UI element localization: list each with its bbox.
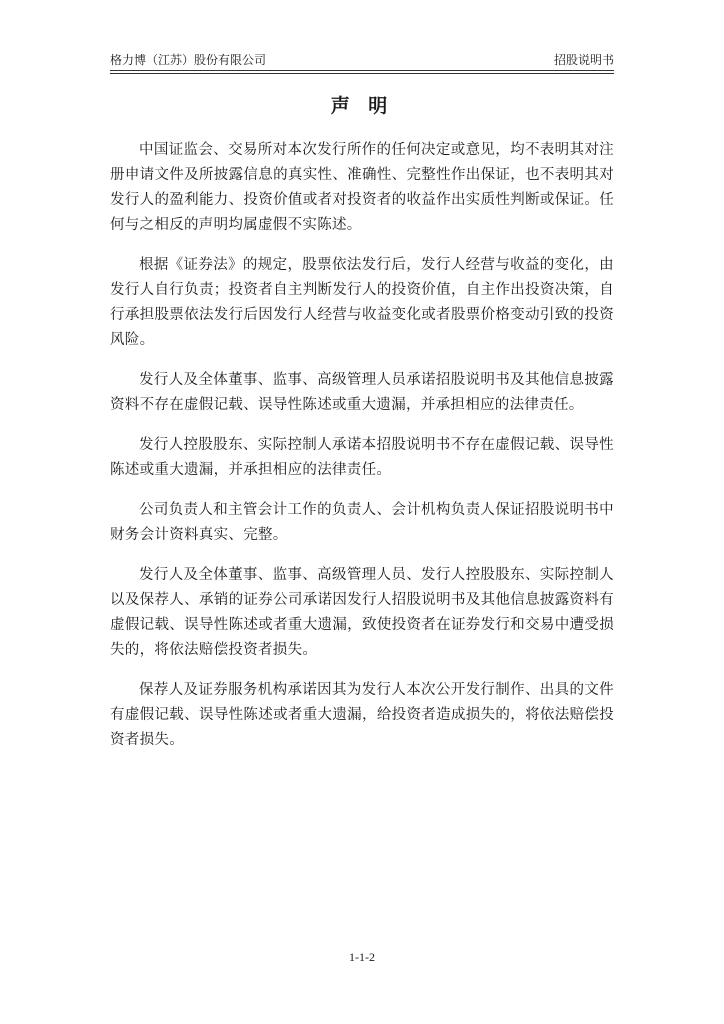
header-document-type: 招股说明书 [553,53,614,67]
paragraph-securities-law: 根据《证券法》的规定，股票依法发行后，发行人经营与收益的变化，由发行人自行负责；投资者自主判断发行人的投资价值，自主作出投资决策，自行承担股票依法发行后因发行人经营与收益变化或者股票价格变动引致的投资风险。 [110,257,614,348]
paragraph-controller-commitment: 发行人控股股东、实际控制人承诺本招股说明书不存在虚假记载、误导性陈述或重大遗漏，并承担相应的法律责任。 [110,437,614,478]
paragraph-board-commitment: 发行人及全体董事、监事、高级管理人员承诺招股说明书及其他信息披露资料不存在虚假记载、误导性陈述或重大遗漏，并承担相应的法律责任。 [110,372,614,413]
page-number: 1-1-2 [349,950,375,964]
paragraph-sponsor-commitment: 保荐人及证券服务机构承诺因其为发行人本次公开发行制作、出具的文件有虚假记载、误导性陈述或者重大遗漏，给投资者造成损失的，将依法赔偿投资者损失。 [110,682,614,748]
declaration-body [110,138,614,768]
page-title: 声 明 [330,95,394,117]
paragraph-regulator-disclaimer: 中国证监会、交易所对本次发行所作的任何决定或意见，均不表明其对注册申请文件及所披露信息的真实性、准确性、完整性作出保证，也不表明其对发行人的盈利能力、投资价值或者对投资者的收益作出实质性判断或保证。任何与之相反的声明均属虚假不实陈述。 [110,142,614,233]
paragraph-accounting-guarantee: 公司负责人和主管会计工作的负责人、会计机构负责人保证招股说明书中财务会计资料真实、完整。 [110,502,614,543]
paragraph-compensation-commitment: 发行人及全体董事、监事、高级管理人员、发行人控股股东、实际控制人以及保荐人、承销的证券公司承诺因发行人招股说明书及其他信息披露资料有虚假记载、误导性陈述或者重大遗漏，致使投资者在证券发行和交易中遭受损失的，将依法赔偿投资者损失。 [110,567,614,658]
page-header [110,50,614,70]
header-company-name: 格力博（江苏）股份有限公司 [110,53,267,67]
header-divider [110,70,614,74]
